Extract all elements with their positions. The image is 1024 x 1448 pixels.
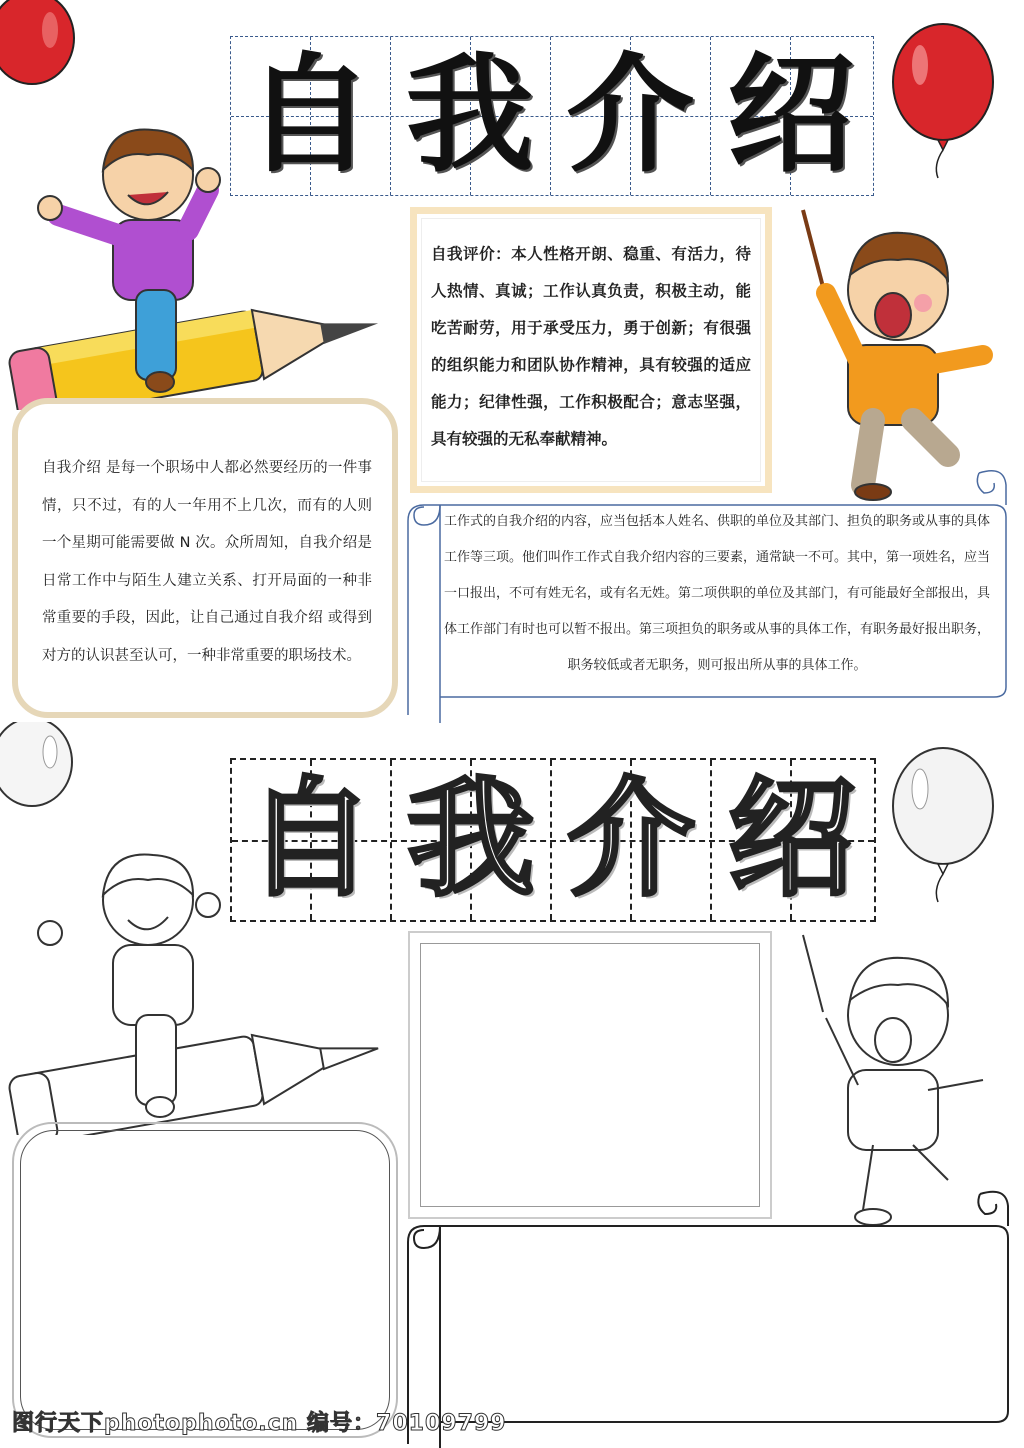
intro-box	[12, 398, 398, 718]
red-balloon-top-right	[888, 20, 998, 180]
title-char-4: 绍	[726, 41, 859, 190]
title-char-2: 我	[405, 41, 538, 190]
outline-balloon-left	[0, 722, 80, 812]
title-char-3: 介	[566, 41, 699, 190]
outline-balloon-right	[888, 744, 998, 904]
empty-intro-box	[12, 1122, 398, 1438]
boy-on-pencil-outline	[8, 845, 398, 1135]
outline-title-char-2: 我	[406, 765, 539, 914]
boy-on-pencil-illustration	[8, 120, 398, 410]
outline-title-char-1: 自	[246, 765, 379, 914]
outline-title-char-3: 介	[567, 765, 700, 914]
intro-text: 自我介绍 是每一个职场中人都必然要经历的一件事情，只不过，有的人一年用不上几次，而有的人则一个星期可能需要做 N 次。众所周知，自我介绍是日常工作中与陌生人建立关系、打开局面的一种非常重要的手段，因此，让自己通过自我介绍 或得到对方的认识甚至认可，一种非常重要的职场技术。	[42, 460, 372, 664]
boy-with-stick-illustration	[798, 205, 1003, 505]
self-evaluation-text: 自我评价：本人性格开朗、稳重、有活力，待人热情、真诚；工作认真负责，积极主动，能吃苦耐劳，用于承受压力，勇于创新；有很强的组织能力和团队协作精神，具有较强的适应能力；纪律性强，工作积极配合；意志坚强，具有较强的无私奉献精神。	[431, 245, 751, 448]
work-intro-text: 工作式的自我介绍的内容，应当包括本人姓名、供职的单位及其部门、担负的职务或从事的具体工作等三项。他们叫作工作式自我介绍内容的三要素，通常缺一不可。其中，第一项姓名，应当一口报出，不可有姓无名，或有名无姓。第二项供职的单位及其部门，有可能最好全部报出，具体工作部门有时也可以暂不报出。第三项担负的职务或从事的具体工作，有职务最好报出职务，职务较低或者无职务，则可报出所从事的具体工作。	[444, 514, 991, 673]
self-evaluation-box	[410, 207, 772, 493]
empty-evaluation-box	[408, 931, 772, 1219]
watermark: 图行天下photophoto.cn 编号：70109799	[12, 1411, 507, 1436]
boy-with-stick-outline	[798, 930, 1003, 1230]
title-char-1: 自	[245, 41, 378, 190]
outline-title-char-4: 绍	[727, 765, 860, 914]
red-balloon-top-left	[0, 0, 80, 90]
